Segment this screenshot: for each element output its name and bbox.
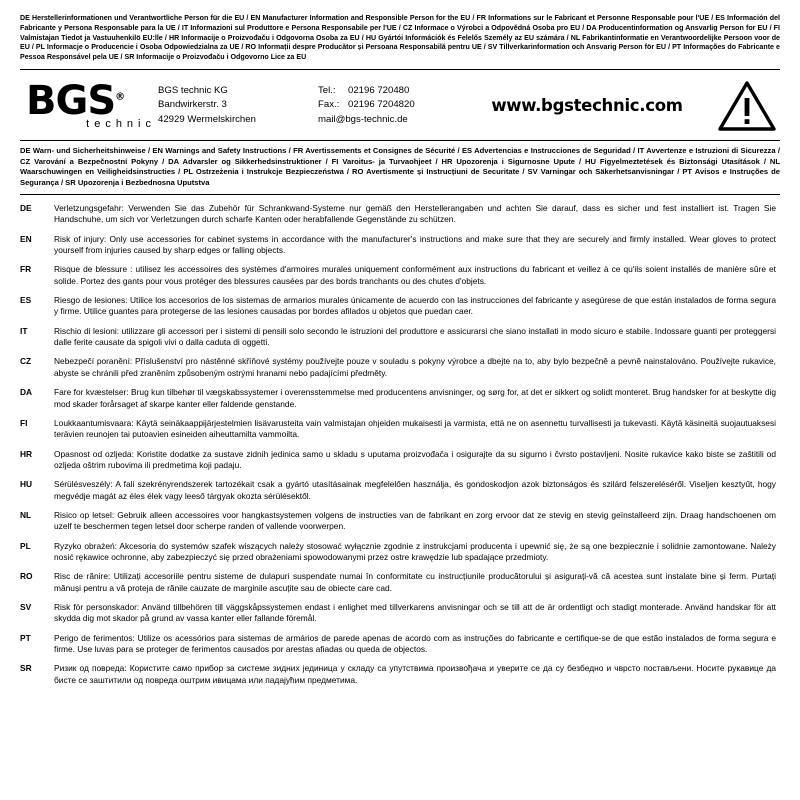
language-code: FI — [20, 417, 28, 428]
company-street: Bandwirkerstr. 3 — [158, 99, 227, 111]
instruction-row — [20, 633, 780, 656]
instruction-row — [20, 234, 780, 257]
tel-label: Tel.: — [318, 84, 336, 96]
logo-text: BGS — [26, 77, 116, 124]
instruction-text: Ryzyko obrażeń: Akcesoria do systemów szafek wiszących należy stosować wyłącznie zgodnie z instrukcjami producenta i upewnić się, że są one bezpiecznie i solidnie zamontowane. Należy nosić rękawice ochronne, aby zabezpieczyć się przed obrażeniami spowodowanymi przez ostre krawędzie lub spadające przedmioty. — [54, 540, 776, 562]
instructions-list — [20, 203, 780, 686]
language-code: CZ — [20, 356, 32, 367]
instruction-row — [20, 449, 780, 472]
instruction-text: Risico op letsel: Gebruik alleen accessoires voor hangkastsystemen volgens de instructies van de fabrikant en zorg ervoor dat ze stevig en stevig geïnstalleerd zijn. Draag handschoenen om uzelf te beschermen tegen letsel door scherpe randen of vallende voorwerpen. — [54, 509, 776, 532]
company-info-block — [20, 70, 780, 140]
language-code: PL — [20, 540, 31, 551]
company-address — [158, 84, 318, 129]
instruction-text: Fare for kvæstelser: Brug kun tilbehør til vægskabssystemer i overensstemmelse med producentens anvisninger, og sørg for, at det er sikkert og solidt monteret. Brug handsker for at beskytte dig mod skader forårsaget af skarpe kanter eller faldende genstande. — [54, 387, 776, 409]
instruction-row — [20, 479, 780, 502]
divider-middle — [20, 140, 780, 141]
instruction-text: Risk of injury: Only use accessories for cabinet systems in accordance with the manufacturer's instructions and make sure that they are securely and firmly installed. Wear gloves to protect yourself from injuries caused by sharp edges or falling objects. — [54, 233, 776, 256]
language-code: HU — [20, 479, 33, 490]
warning-triangle-icon — [706, 81, 780, 131]
logo-registered-mark: ® — [115, 91, 125, 103]
contact-row-tel — [318, 84, 468, 99]
language-code: DA — [20, 387, 33, 398]
language-code: SV — [20, 601, 32, 612]
instruction-text: Verletzungsgefahr: Verwenden Sie das Zubehör für Schrankwand-Systeme nur gemäß den Herstellerangaben und achten Sie darauf, dass es sicher und fest installiert ist. Tragen Sie Handschuhe, um sich vor Verletzungen durch scharfe Kanten oder herabfallende Gegenstände zu schützen. — [54, 203, 776, 225]
language-code: ES — [20, 295, 32, 306]
language-code: RO — [20, 571, 33, 582]
instruction-row — [20, 387, 780, 410]
company-name: BGS technic KG — [158, 84, 228, 96]
language-code: PT — [20, 632, 31, 643]
instruction-row — [20, 571, 780, 594]
instruction-row — [20, 418, 780, 441]
contact-row-mail — [318, 113, 468, 128]
instruction-text: Sérülésveszély: A fali szekrényrendszerek tartozékait csak a gyártó utasításainak megfelelően használja, és gondoskodjon azok biztonságos és szilárd felszereléséről. Viseljen kesztyűt, hogy megvédje magát az éles élek vagy leeső tárgyak okozta sérülésektől. — [54, 479, 776, 501]
company-contact — [318, 84, 468, 129]
mail-label: mail@ — [318, 114, 346, 126]
instruction-row — [20, 602, 780, 625]
company-website[interactable]: www.bgstechnic.com — [491, 96, 683, 116]
logo-subtext: technic — [86, 117, 156, 130]
language-code: IT — [20, 325, 28, 336]
instruction-row — [20, 663, 780, 686]
instruction-text: Rischio di lesioni: utilizzare gli accessori per i sistemi di pensili solo secondo le istruzioni del produttore e assicurarsi che siano installati in modo sicuro e stabile. Indossare guanti per proteggersi dalle ferite causate da spigoli vivi o dalla caduta di oggetti. — [54, 325, 776, 348]
language-code: EN — [20, 233, 32, 244]
bgs-logo — [20, 77, 158, 130]
instruction-text: Nebezpečí poranění: Příslušenství pro nástěnné skříňové systémy používejte pouze v souladu s pokyny výrobce a dbejte na to, aby bylo bezpečně a pevně nainstalováno. Používejte rukavice, abyste se chránili před zraněním způsobeným ostrými hranami nebo padajícími předměty. — [54, 356, 776, 378]
instruction-text: Perigo de ferimentos: Utilize os acessórios para sistemas de armários de parede apenas de acordo com as instruções do fabricante e certifique-se de que estão instalados de forma segura e firme. Use luvas para se proteger de ferimentos causados por arestas afiadas ou queda de objectos. — [54, 632, 776, 654]
instruction-text: Risk för personskador: Använd tillbehören till väggskåpssystemen endast i enlighet med tillverkarens anvisningar och se till att de är ordentligt och stadigt monterade. Använd handskar för att skydda dig mot skador på grund av vassa kanter eller fallande föremål. — [54, 601, 776, 624]
safety-instructions-headline: DE Warn- und Sicherheitshinweise / EN Warnings and Safety Instructions / FR Avertissements et Consignes de Sécurité / ES Advertencias e Instrucciones de Seguridad / IT Avvertenze e Istruzioni di Sicurezza / CZ Varování a Bezpečnostní Pokyny / DA Advarsler og Sikkerhedsinstruktioner / FI Varoitus- ja Turvaohjeet / HR Upozorenja i Sigurnosne Upute / HU Figyelmeztetések és Biztonsági Utasítások / NL Waarschuwingen en Veiligheidsinstructies / PL Ostrzeżenia i Instrukcje Bezpieczeństwa / RO Avertismente și Instrucțiuni de Securitate / SV Varningar och Säkerhetsanvisningar / PT Avisos e Instruções de Segurança / SR Upozorenja i Bezbednosna Uputstva — [20, 145, 780, 188]
instruction-text: Risque de blessure : utilisez les accessoires des systèmes d'armoires murales uniquement conformément aux instructions du fabricant et veillez à ce qu'ils soient installés de manière sûre et solide. Portez des gants pour vous protéger des blessures causées par des bords tranchants ou des chutes d'objets. — [54, 264, 776, 286]
language-code: NL — [20, 509, 32, 520]
instruction-row — [20, 510, 780, 533]
instruction-text: Opasnost od ozljeda: Koristite dodatke za sustave zidnih jedinica samo u skladu s uputama proizvođača i osigurajte da su sigurno i čvrsto postavljeni. Nosite rukavice kako biste se zaštitili od ozljeda oštrim rubovima ili predmetima koji padaju. — [54, 448, 776, 470]
instruction-text: Riesgo de lesiones: Utilice los accesorios de los sistemas de armarios murales únicamente de acuerdo con las instrucciones del fabricante y asegúrese de que están instalados de forma segura y firme. Utilice guantes para protegerse de las lesiones causadas por bordes afilados u objetos que puedan caer. — [54, 295, 776, 317]
fax-value: 02196 7204820 — [348, 99, 415, 111]
instruction-text: Ризик од повреда: Користите само прибор за системе зидних јединица у складу са упутствима произвођача и уверите се да су безбедно и чврсто постављени. Носите рукавице да бисте се заштитили од повреда оштрим ивицама или падајућим предметима. — [54, 663, 776, 685]
company-city: 42929 Wermelskirchen — [158, 114, 256, 126]
language-code: FR — [20, 264, 32, 275]
language-code: DE — [20, 203, 32, 214]
manufacturer-info-language-strip: DE Herstellerinformationen und Verantwortliche Person für die EU / EN Manufacturer Information and Responsible Person for the EU / FR Informations sur le Fabricant et Personne Responsable pour l'UE / ES Información del Fabricante y Persona Responsable para la UE / IT Informazioni sul Produttore e Persona Responsabile per l'UE / CZ Informace o Výrobci a Odpovědná Osoba pro EU / DA Producentinformation og Ansvarlig Person for EU / FI Valmistajan Tiedot ja Vastuuhenkilö EU:lle / HR Informacije o Proizvođaču i Odgovorna Osoba za EU / HU Gyártói Információk és Felelős Személy az EU számára / NL Fabrikantinformatie en Verantwoordelijke Persoon voor de EU / PL Informacje o Producencie i Osoba Odpowiedzialna za UE / RO Informații despre Producător și Persoana Responsabilă pentru UE / SV Tillverkarinformation och Ansvarig Person för EU / PT Informações do Fabricante e Pessoa Responsável pela UE / SR Informacije o Proizvođaču i Odgovorno Lice za EU — [20, 14, 780, 62]
instruction-row — [20, 264, 780, 287]
mail-value: bgs-technic.de — [345, 114, 408, 126]
divider-bottom — [20, 194, 780, 195]
instruction-row — [20, 541, 780, 564]
contact-row-fax — [318, 98, 468, 113]
language-code: SR — [20, 663, 32, 674]
instruction-row — [20, 326, 780, 349]
tel-value: 02196 720480 — [348, 84, 410, 96]
instruction-text: Risc de rănire: Utilizați accesoriile pentru sisteme de dulapuri suspendate numai în conformitate cu instrucțiunile producătorului și asigurați-vă că acestea sunt instalate bine și ferm. Purtați mănuși pentru a vă proteja de rănile cauzate de marginile ascuțite sau de obiecte care cad. — [54, 571, 776, 593]
instruction-row — [20, 356, 780, 379]
instruction-row — [20, 295, 780, 318]
fax-label: Fax.: — [318, 99, 340, 111]
instruction-text: Loukkaantumisvaara: Käytä seinäkaappijärjestelmien lisävarusteita vain valmistajan ohjeiden mukaisesti ja varmista, että ne on asennettu turvallisesti ja tukevasti. Käytä käsineitä suojautuaksesi terävien reunojen tai putoavien esineiden aiheuttamilta vammoilta. — [54, 417, 776, 440]
language-code: HR — [20, 448, 33, 459]
instruction-row — [20, 203, 780, 226]
